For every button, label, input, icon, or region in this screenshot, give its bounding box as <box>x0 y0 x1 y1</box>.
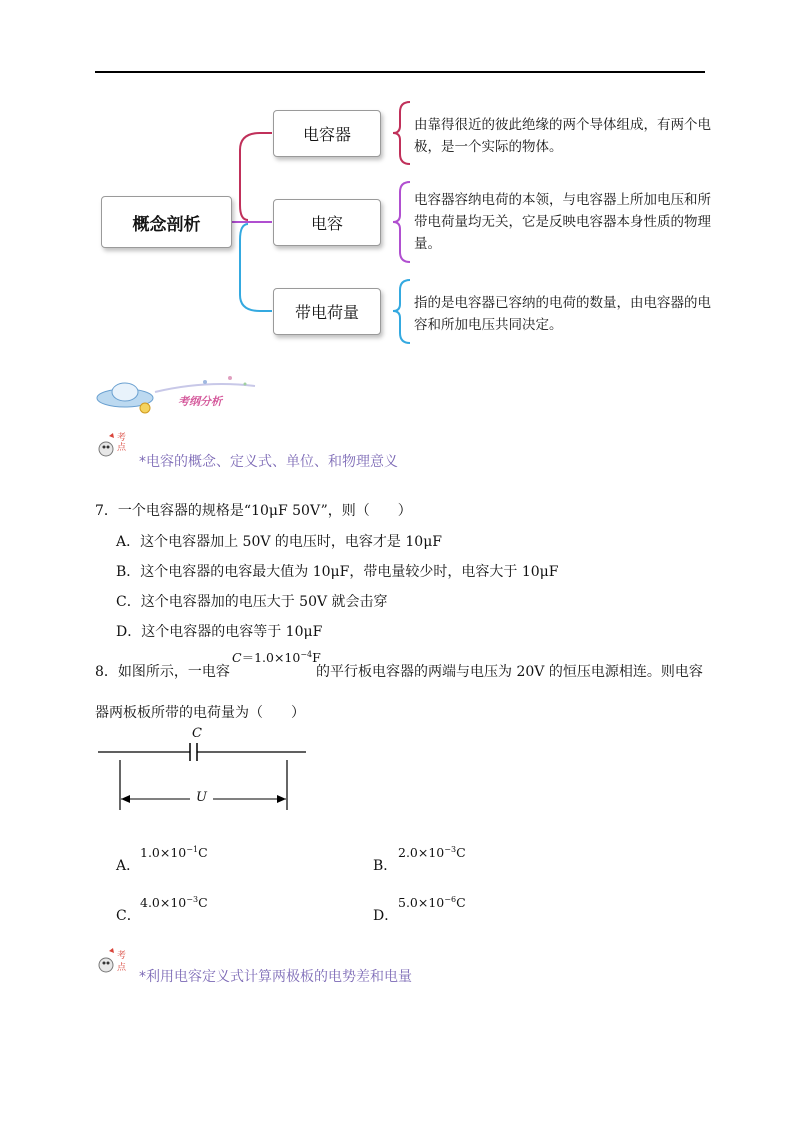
kaodian-text-2: *利用电容定义式计算两极板的电势差和电量 <box>139 969 412 985</box>
q8-formula-exp: −4 <box>300 649 313 659</box>
node3-bracket <box>393 280 410 343</box>
q7-option-c: C．这个电容器加的电压大于 50V 就会击穿 <box>116 594 388 610</box>
q8-formula-lhs: C <box>232 650 242 665</box>
mindmap-root: 概念剖析 <box>101 196 232 248</box>
q8-formula <box>232 648 321 666</box>
definition-charge: 指的是电容器已容纳的电荷的数量，由电容器的电容和所加电压共同决定。 <box>414 295 711 333</box>
q7-option-b: B．这个电容器的电容最大值为 10μF，带电量较少时，电容大于 10μF <box>116 564 559 580</box>
q8-formula-eq: ＝1.0×10 <box>241 650 301 665</box>
q8-option-a-letter: A． <box>116 858 141 874</box>
q8-option-a-value: $1.0\times 10^{-1}C$ <box>140 845 208 861</box>
q8-circuit-diagram <box>95 725 315 820</box>
q8-stem-line2: 器两板板所带的电荷量为（ ） <box>95 705 305 721</box>
q8-formula-unit: F <box>312 650 321 665</box>
definition-capacitance: 电容器容纳电荷的本领，与电容器上所加电压和所带电荷量均无关，它是反映电容器本身性质的物理量。 <box>414 192 711 252</box>
kaodian-mark-2: 考点 <box>117 951 127 973</box>
q7-option-d: D．这个电容器的电容等于 10μF <box>116 624 323 640</box>
kaodian-text-1: *电容的概念、定义式、单位、和物理意义 <box>139 454 398 470</box>
q8-option-c-letter: C． <box>116 908 141 924</box>
q8-option-b-letter: B． <box>373 858 398 874</box>
q8-stem-end: 的平行板电容器的两端与电压为 20V 的恒压电源相连。则电容 <box>316 664 703 680</box>
circuit-c-label: C <box>192 726 202 741</box>
q8-option-d-value: $5.0\times 10^{-6}C$ <box>398 895 466 911</box>
node1-bracket <box>393 102 410 164</box>
node2-bracket <box>393 182 410 262</box>
kaodian-mark: 考点 <box>117 433 127 453</box>
mindmap-node-capacitor: 电容器 <box>273 110 381 157</box>
banner-title: 考纲分析 <box>178 395 222 408</box>
q7-option-a: A．这个电容器加上 50V 的电压时，电容才是 10μF <box>116 534 443 550</box>
q7-stem: 7．一个电容器的规格是“10μF 50V”，则（ ） <box>95 503 412 519</box>
q8-option-c-value: $4.0\times 10^{-3}C$ <box>140 895 208 911</box>
root-bracket-top <box>240 133 272 220</box>
q8-option-d-letter: D． <box>373 908 399 924</box>
root-bracket-bottom <box>240 224 272 311</box>
mindmap-node-capacitance: 电容 <box>273 199 381 246</box>
q8-stem-start: 8．如图所示，一电容 <box>95 664 230 680</box>
definition-capacitor: 由靠得很近的彼此绝缘的两个导体组成，有两个电极，是一个实际的物体。 <box>414 117 711 155</box>
circuit-u-label: U <box>196 790 207 805</box>
mindmap-node-charge: 带电荷量 <box>273 288 381 335</box>
q8-option-b-value: $2.0\times 10^{-3}C$ <box>398 845 466 861</box>
